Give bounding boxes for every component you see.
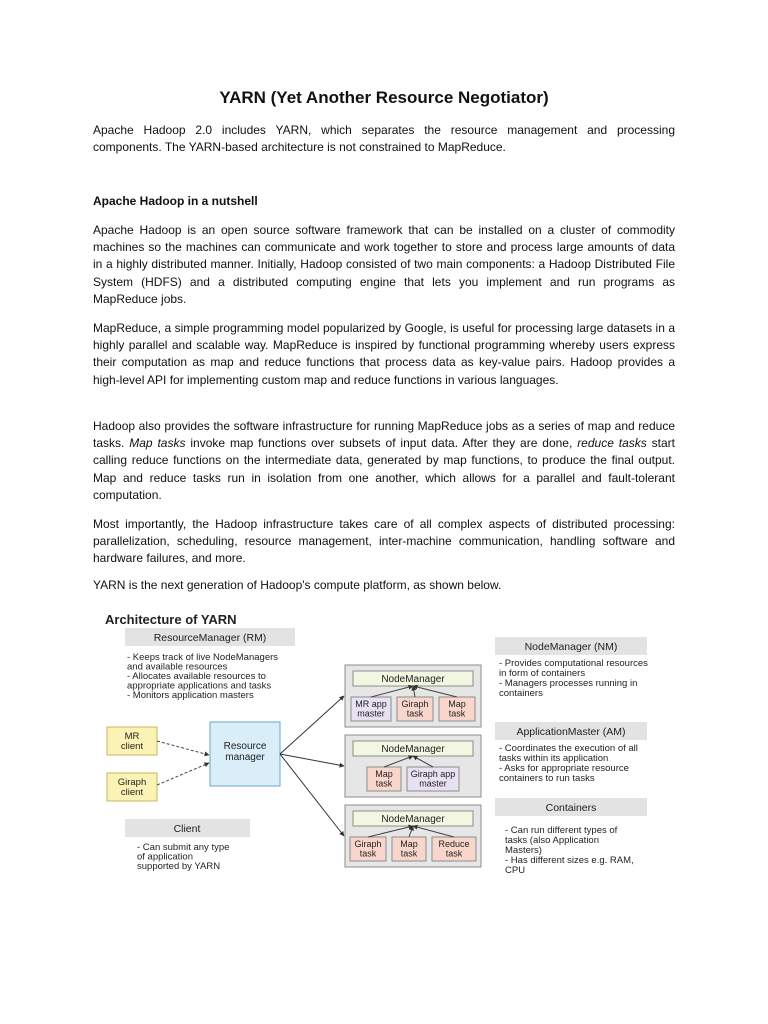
rm-description: and available resources [127,661,228,673]
task-label: Map [400,839,418,849]
intro-paragraph: Apache Hadoop 2.0 includes YARN, which separates the resource management and processing components. The YARN-based architecture is not constrained to MapReduce. [93,123,675,155]
node-manager-label: NodeManager [381,674,445,685]
containers-description: - Can run different types of [505,825,618,836]
nm-description: containers [499,688,543,699]
containers-description: Masters) [505,845,542,856]
task-label: task [375,778,393,789]
mr-client-label: client [120,741,144,752]
containers-description: CPU [505,865,526,876]
rm-label: ResourceManager (RM) [153,632,267,644]
node-manager-label: NodeManager [381,814,445,825]
task-label: task [448,708,466,719]
task-label: Reduce [438,839,470,849]
emphasis-map-tasks: Map tasks [129,436,186,451]
am-label: ApplicationMaster (AM) [516,726,626,738]
am-description: - Coordinates the execution of all [499,743,638,754]
containers-description: - Has different sizes e.g. RAM, [505,855,634,866]
mr-client-connector [157,741,209,755]
mr-client-label: MR [124,731,140,742]
client-description: - Can submit any type [137,842,230,853]
task-label: master [419,778,447,789]
am-description: tasks within its application [499,753,609,764]
task-label: task [359,848,377,859]
task-label: Giraph [401,699,429,709]
paragraph-infrastructure [93,418,675,504]
task-label: task [400,848,418,859]
rm-node-connector [280,754,344,836]
rm-node-connector [280,696,344,754]
containers-label: Containers [545,802,597,814]
nm-description: in form of containers [499,668,586,679]
containers-description: tasks (also Application [505,835,599,846]
paragraph-hadoop: Apache Hadoop is an open source software framework that can be installed on a cluster of commodity machines so the machines can communicate and work together to store and process large amounts of data in a highly distributed manner. Initially, Hadoop consisted of two main components: a Hadoop Distributed File System (HDFS) and a distributed computing engine that lets you implement and run programs as MapReduce jobs. [93,223,675,306]
resource-manager-label: Resource [223,741,267,752]
client-description: supported by YARN [137,861,221,872]
task-label: master [357,708,385,719]
task-label: task [445,848,463,859]
client-description: of application [137,851,193,863]
am-description: - Asks for appropriate resource [499,763,629,774]
rm-node-connector [280,754,344,766]
section-heading: Apache Hadoop in a nutshell [93,194,258,208]
task-label: task [406,708,424,719]
nm-label: NodeManager (NM) [524,641,618,653]
paragraph-text: start calling reduce functions on the intermediate data, generated by map functions, to produce the final output. Map and reduce tasks run in isolation from one another, which allows for a parallel and fault-tolerant computation. [93,436,676,502]
rm-description: - Allocates available resources to [127,671,266,682]
page-title: YARN (Yet Another Resource Negotiator) [219,88,549,107]
yarn-architecture-diagram [95,605,665,885]
nm-description: - Managers processes running in [499,678,638,689]
paragraph-text: invoke map functions over subsets of input data. After they are done, [185,436,578,451]
task-label: Map [448,699,466,709]
paragraph-mapreduce: MapReduce, a simple programming model popularized by Google, is useful for processing large datasets in a highly parallel and scalable way. MapReduce is inspired by functional programming whereby users express their computation as map and reduce functions that process data as key-value pairs. Hadoop provides a high-level API for implementing custom map and reduce functions in various languages. [93,321,675,387]
rm-description: appropriate applications and tasks [127,680,272,692]
nm-description: - Provides computational resources [499,658,648,669]
emphasis-reduce-tasks: reduce tasks [577,436,647,451]
am-description: containers to run tasks [499,773,595,784]
resource-manager-label: manager [225,752,265,763]
client-label: Client [173,823,201,835]
paragraph-yarn-next: YARN is the next generation of Hadoop's compute platform, as shown below. [93,578,502,592]
paragraph-importantly: Most importantly, the Hadoop infrastructure takes care of all complex aspects of distributed processing: parallelization, scheduling, resource management, inter-machine communication, handling software and hardware failures, and more. [93,517,675,566]
task-label: Giraph app [410,769,456,779]
rm-description: - Keeps track of live NodeManagers [127,652,279,663]
paragraph-text: Hadoop also provides the software infrastructure for running MapReduce jobs as a series of map and reduce tasks. [93,419,675,451]
diagram-title: Architecture of YARN [105,612,237,627]
giraph-client-connector [157,763,209,785]
giraph-client-label: Giraph [117,777,147,788]
rm-description: - Monitors application masters [127,690,254,701]
task-label: Giraph [354,839,382,849]
node-manager-label: NodeManager [381,744,445,755]
giraph-client-label: client [120,787,144,798]
task-label: Map [375,769,393,779]
task-label: MR app [355,699,387,709]
